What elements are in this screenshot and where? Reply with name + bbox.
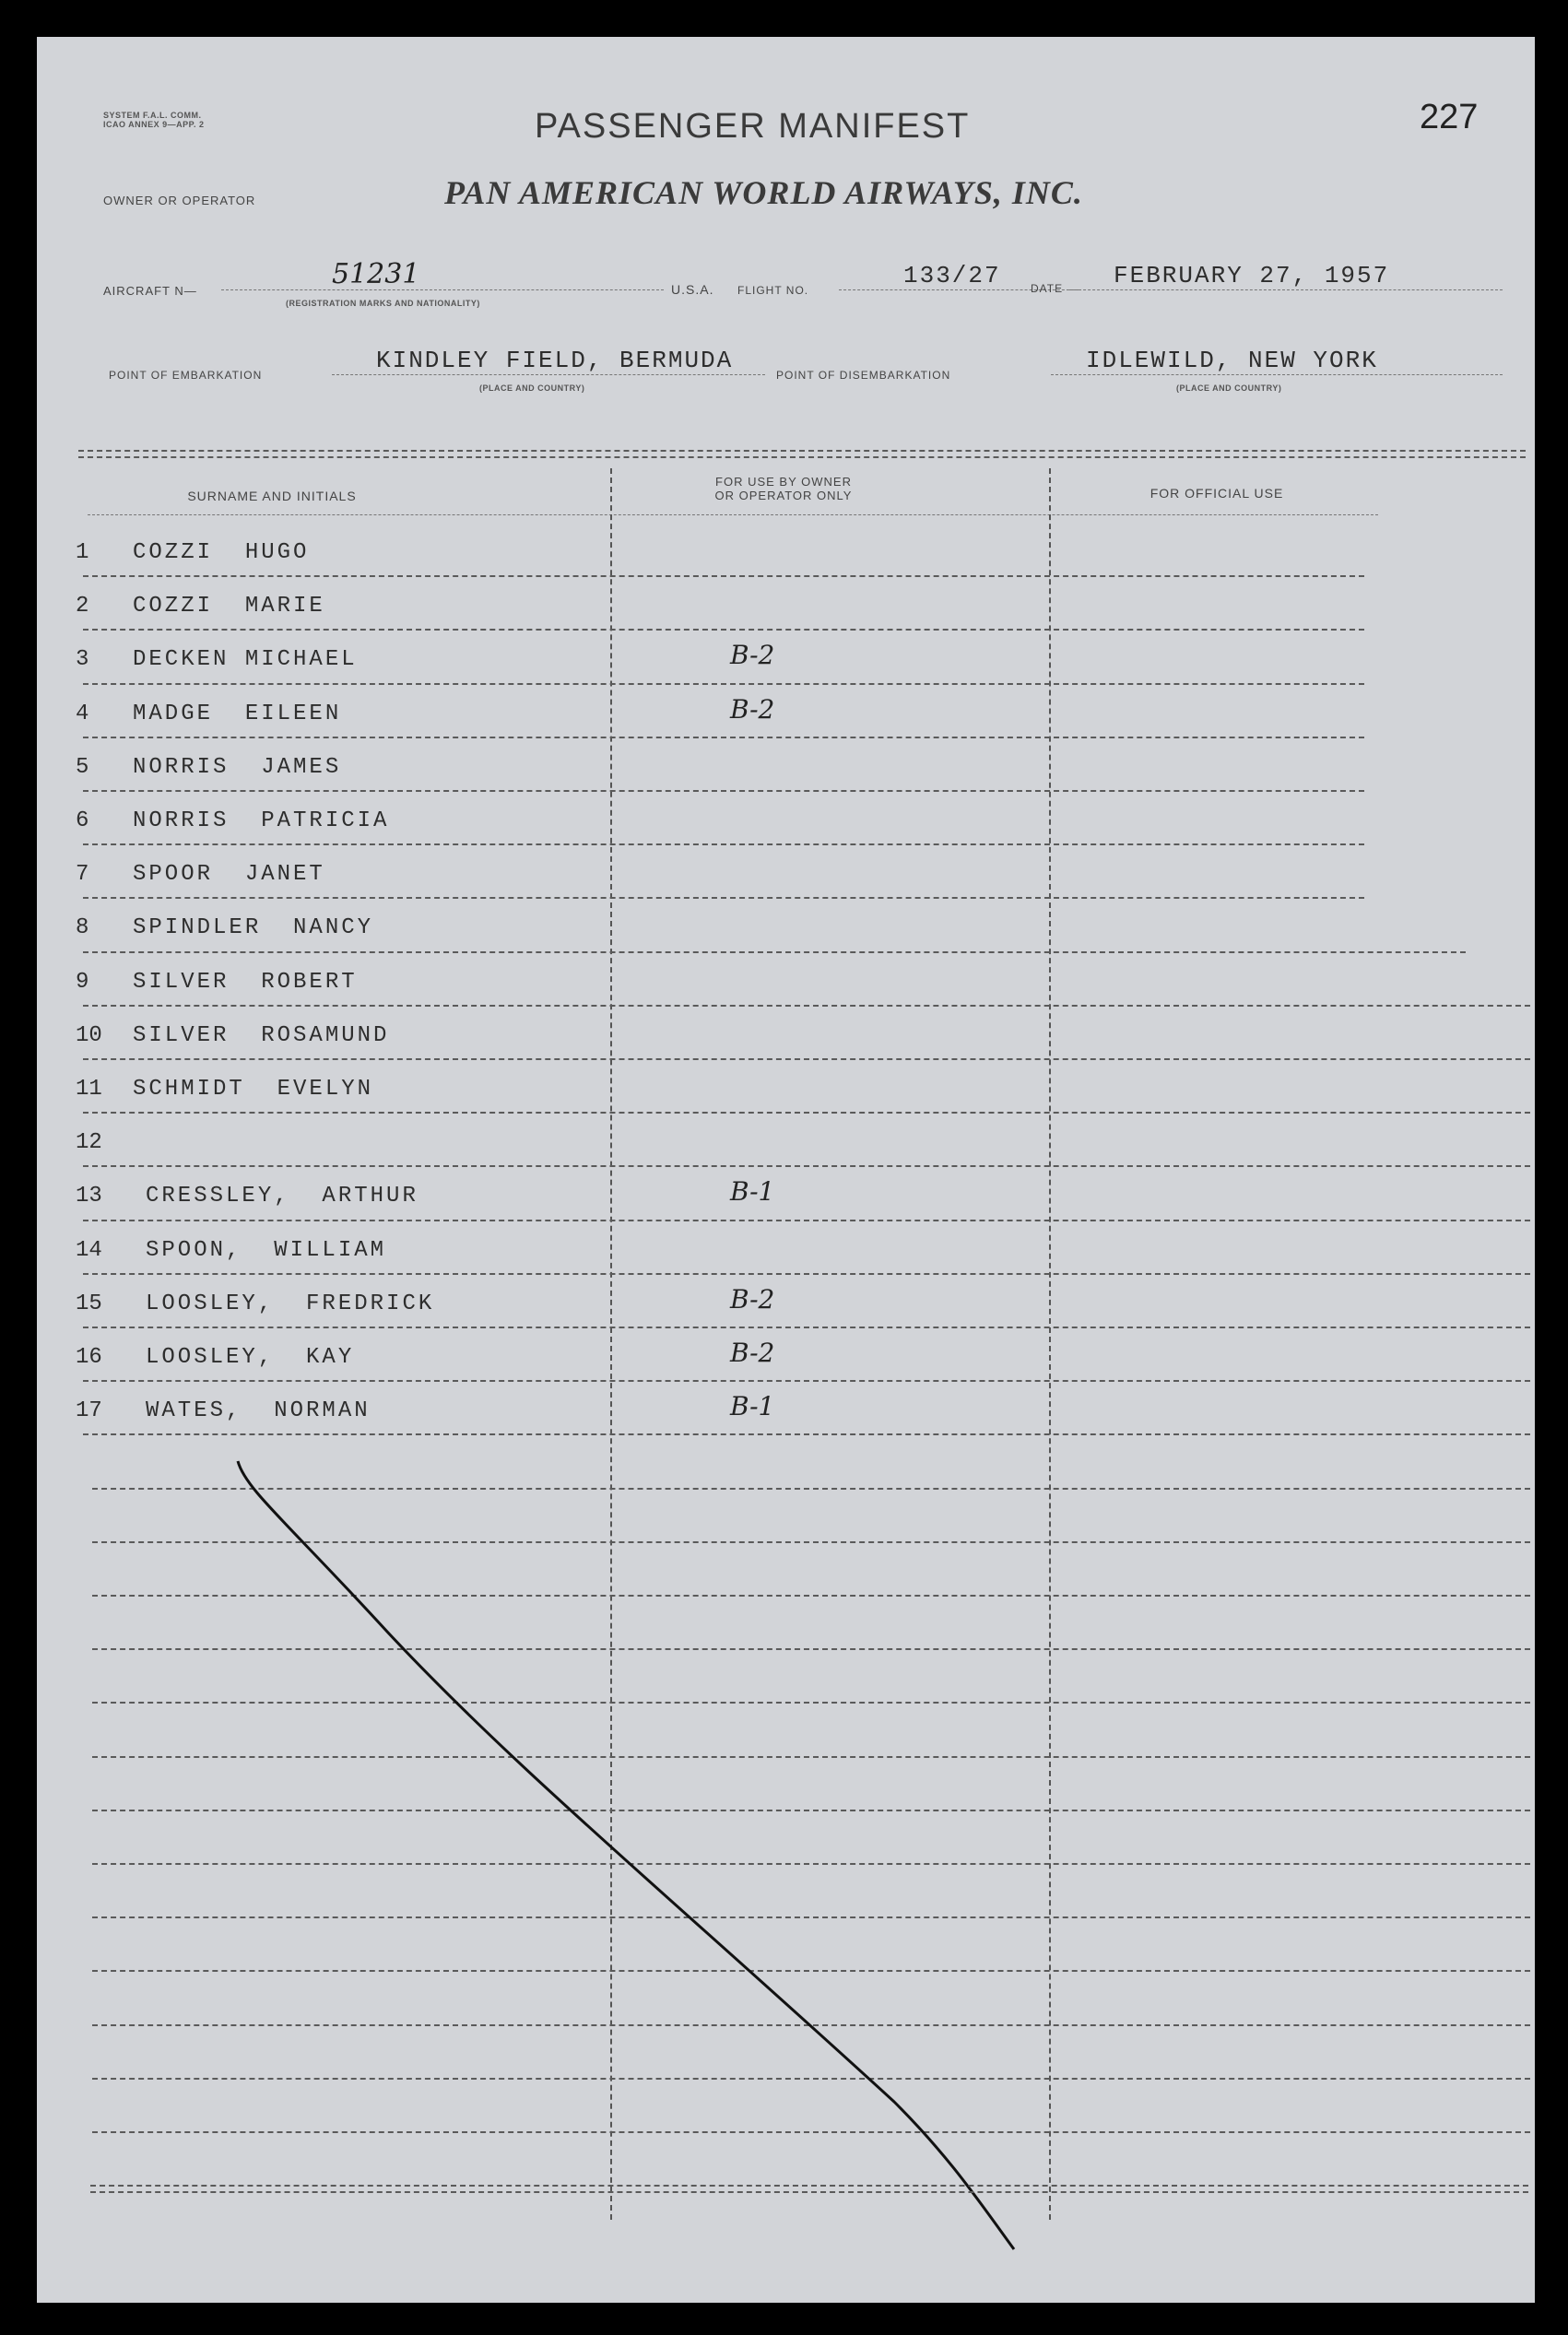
passenger-name: SPOON, WILLIAM (146, 1237, 387, 1263)
embarkation-caption: (PLACE AND COUNTRY) (479, 383, 585, 393)
column-header-surname: SURNAME AND INITIALS (187, 489, 357, 503)
passenger-number: 17 (76, 1398, 102, 1424)
page-title: PASSENGER MANIFEST (535, 107, 971, 146)
manifest-sheet (37, 37, 1535, 2303)
footer-rule-bottom (90, 2191, 1528, 2193)
owner-note: B-1 (730, 1176, 775, 1208)
passenger-name: LOOSLEY, KAY (146, 1345, 355, 1370)
form-reference-line1: SYSTEM F.A.L. COMM. (103, 111, 202, 120)
form-reference-line2: ICAO ANNEX 9—APP. 2 (103, 120, 205, 129)
owner-note: B-1 (730, 1391, 775, 1422)
passenger-number: 11 (76, 1077, 102, 1102)
date-value: FEBRUARY 27, 1957 (1114, 262, 1390, 289)
disembarkation-caption: (PLACE AND COUNTRY) (1176, 383, 1282, 393)
date-label: DATE (1031, 282, 1064, 295)
passenger-name: SPOOR JANET (133, 862, 325, 888)
passenger-name: SILVER ROSAMUND (133, 1022, 390, 1048)
passenger-number: 12 (76, 1130, 102, 1156)
passenger-number: 2 (76, 594, 89, 619)
cancellation-stroke (37, 37, 1535, 2303)
owner-value: PAN AMERICAN WORLD AIRWAYS, INC. (444, 174, 1083, 211)
owner-use-line2: OR OPERATOR ONLY (714, 489, 853, 502)
passenger-name: CRESSLEY, ARTHUR (146, 1184, 419, 1209)
column-header-official: FOR OFFICIAL USE (1149, 486, 1284, 501)
passenger-number: 9 (76, 969, 89, 995)
passenger-number: 3 (76, 647, 89, 673)
passenger-name: SCHMIDT EVELYN (133, 1077, 374, 1102)
passenger-name: DECKEN MICHAEL (133, 647, 358, 673)
page-number: 227 (1420, 98, 1479, 136)
passenger-number: 16 (76, 1345, 102, 1370)
passenger-number: 4 (76, 701, 89, 726)
usa-label: U.S.A. (671, 282, 714, 297)
passenger-number: 13 (76, 1184, 102, 1209)
passenger-number: 10 (76, 1022, 102, 1048)
embarkation-value: KINDLEY FIELD, BERMUDA (376, 347, 734, 374)
disembarkation-label: POINT OF DISEMBARKATION (776, 369, 951, 382)
owner-note: B-2 (730, 1283, 775, 1315)
passenger-name: COZZI MARIE (133, 594, 325, 619)
disembarkation-value: IDLEWILD, NEW YORK (1086, 347, 1378, 374)
passenger-name: COZZI HUGO (133, 540, 310, 565)
owner-use-line1: FOR USE BY OWNER (715, 475, 852, 489)
passenger-name: MADGE EILEEN (133, 701, 342, 726)
passenger-number: 6 (76, 808, 89, 833)
passenger-name: LOOSLEY, FREDRICK (146, 1291, 435, 1316)
passenger-number: 7 (76, 862, 89, 888)
passenger-number: 8 (76, 915, 89, 941)
passenger-number: 14 (76, 1237, 102, 1263)
passenger-name: SPINDLER NANCY (133, 915, 374, 941)
passenger-name: SILVER ROBERT (133, 969, 358, 995)
passenger-number: 15 (76, 1291, 102, 1316)
aircraft-value: 51231 (332, 258, 420, 290)
owner-label: OWNER OR OPERATOR (103, 194, 256, 207)
owner-note: B-2 (730, 640, 775, 671)
registration-caption: (REGISTRATION MARKS AND NATIONALITY) (286, 299, 480, 308)
aircraft-label: AIRCRAFT N— (103, 284, 197, 298)
flight-value: 133/27 (903, 262, 1001, 289)
flight-label: FLIGHT NO. (737, 284, 809, 297)
footer-rule-top (90, 2185, 1528, 2187)
owner-note: B-2 (730, 693, 775, 725)
passenger-name: NORRIS JAMES (133, 754, 342, 780)
passenger-number: 5 (76, 754, 89, 780)
passenger-name: WATES, NORMAN (146, 1398, 371, 1424)
embarkation-label: POINT OF EMBARKATION (109, 369, 263, 382)
passenger-number: 1 (76, 540, 89, 565)
owner-note: B-2 (730, 1338, 775, 1368)
passenger-name: NORRIS PATRICIA (133, 808, 390, 833)
